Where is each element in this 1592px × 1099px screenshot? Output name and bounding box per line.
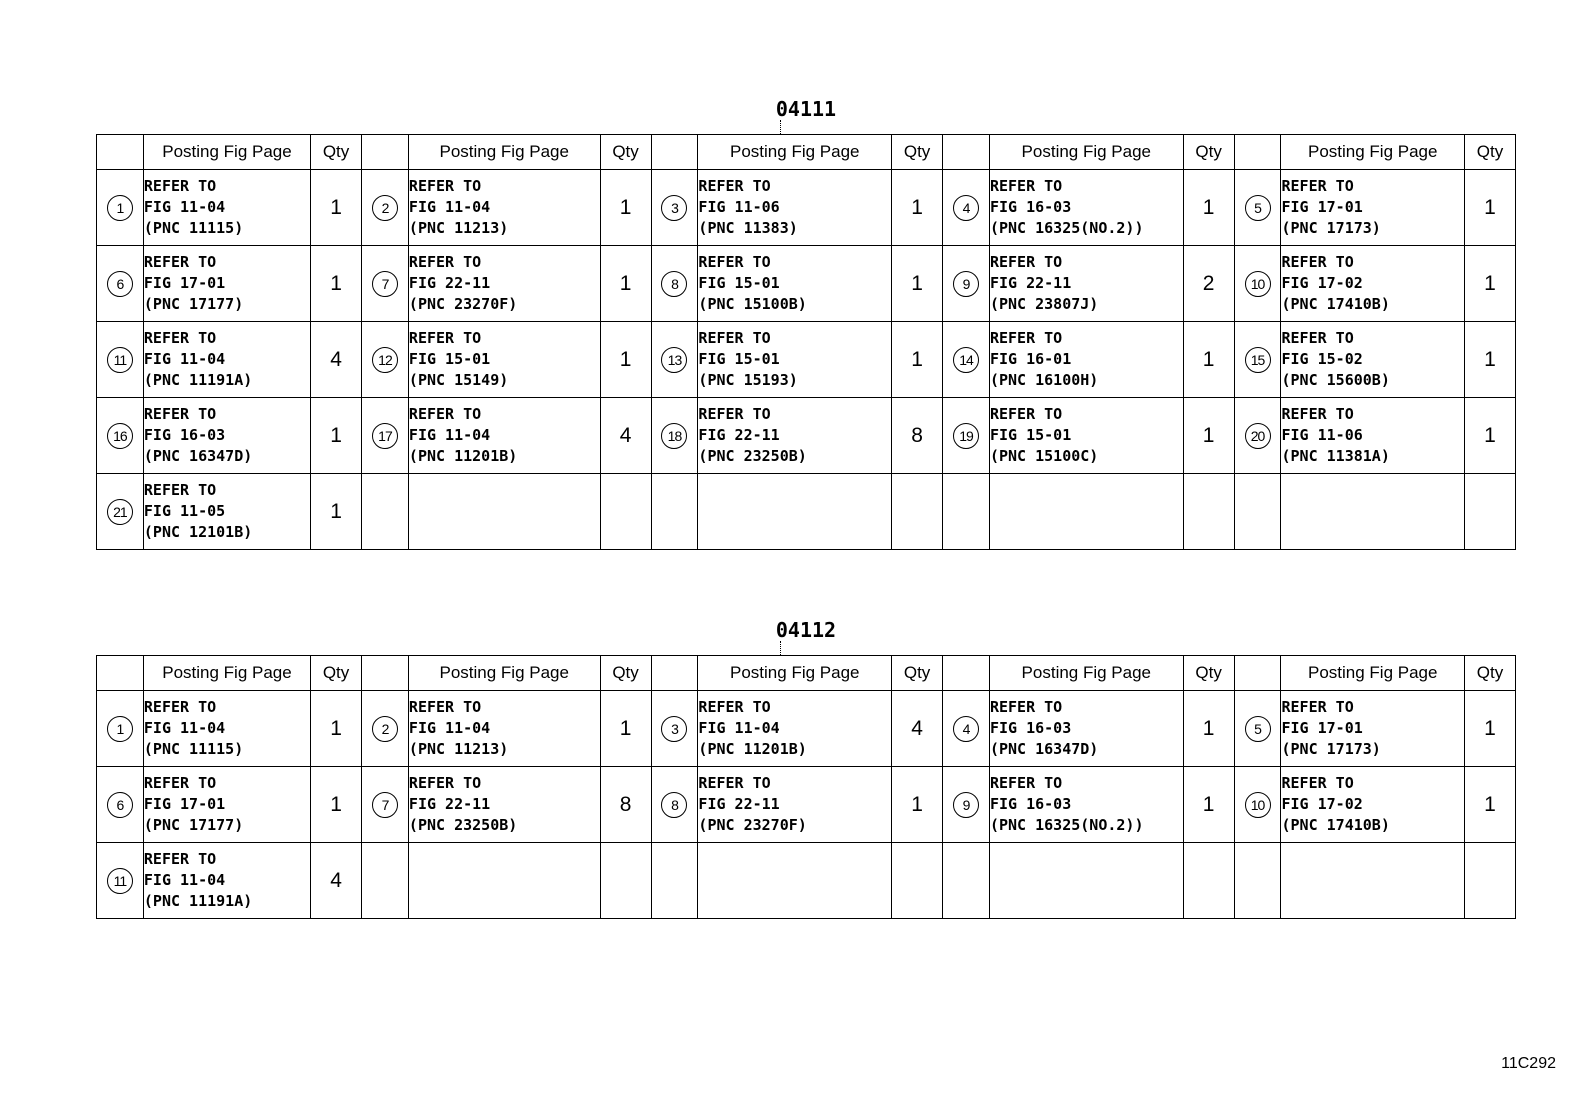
posting-fig-page-cell — [408, 691, 600, 767]
header-posting-fig-page: Posting Fig Page — [989, 135, 1183, 170]
item-number-badge: 10 — [1245, 271, 1271, 297]
empty-cell — [362, 843, 409, 919]
fig-reference: FIG 15-01 — [989, 426, 1072, 444]
refer-to-text: REFER TO — [143, 253, 217, 271]
empty-cell — [943, 843, 990, 919]
fig-reference: FIG 17-01 — [143, 274, 226, 292]
item-number-badge: 9 — [953, 271, 979, 297]
pnc-reference: (PNC 16347D) — [143, 447, 253, 465]
item-number-badge: 11 — [107, 868, 133, 894]
section-title: 04112 — [775, 618, 837, 642]
qty-cell: 1 — [311, 767, 362, 843]
pnc-reference: (PNC 15193) — [698, 371, 798, 389]
refer-to-text: REFER TO — [1281, 329, 1354, 347]
posting-fig-page-cell — [1281, 691, 1464, 767]
fig-reference: FIG 16-01 — [989, 350, 1072, 368]
fig-reference: FIG 11-04 — [408, 719, 491, 737]
qty-cell: 1 — [1464, 170, 1515, 246]
empty-cell — [1183, 843, 1234, 919]
table-row — [97, 843, 1516, 919]
table-row — [97, 322, 1516, 398]
item-number-badge: 5 — [1245, 716, 1271, 742]
pnc-reference: (PNC 15100B) — [698, 295, 807, 313]
item-number-badge: 1 — [107, 195, 133, 221]
fig-reference: FIG 15-01 — [408, 350, 491, 368]
item-number-badge: 6 — [107, 271, 133, 297]
posting-fig-page-cell — [698, 170, 892, 246]
empty-cell — [892, 474, 943, 550]
refer-to-text: REFER TO — [698, 329, 771, 347]
qty-cell: 1 — [311, 246, 362, 322]
item-number-cell — [943, 322, 990, 398]
refer-to-text: REFER TO — [1281, 253, 1354, 271]
empty-cell — [1281, 843, 1464, 919]
posting-fig-page-cell — [1281, 170, 1464, 246]
item-number-badge: 14 — [953, 347, 979, 373]
pnc-reference: (PNC 17173) — [1281, 740, 1381, 758]
refer-to-text: REFER TO — [1281, 698, 1354, 716]
item-number-cell — [651, 170, 698, 246]
fig-reference: FIG 16-03 — [989, 198, 1072, 216]
fig-reference: FIG 16-03 — [989, 795, 1072, 813]
fig-reference: FIG 17-02 — [1281, 795, 1363, 813]
item-number-cell — [362, 767, 409, 843]
qty-cell: 1 — [600, 246, 651, 322]
item-number-cell — [97, 398, 144, 474]
item-number-badge: 19 — [953, 423, 979, 449]
fig-reference: FIG 17-01 — [1281, 719, 1363, 737]
header-posting-fig-page: Posting Fig Page — [1281, 135, 1464, 170]
refer-to-text: REFER TO — [698, 774, 771, 792]
refer-to-text: REFER TO — [989, 329, 1063, 347]
item-number-cell — [1234, 170, 1281, 246]
header-blank — [1234, 656, 1281, 691]
refer-to-text: REFER TO — [1281, 405, 1354, 423]
refer-to-text: REFER TO — [143, 329, 217, 347]
refer-to-text: REFER TO — [408, 405, 482, 423]
refer-to-text: REFER TO — [143, 850, 217, 868]
item-number-badge: 17 — [372, 423, 398, 449]
qty-cell: 1 — [311, 474, 362, 550]
item-number-badge: 7 — [372, 271, 398, 297]
posting-fig-page-cell — [698, 322, 892, 398]
qty-cell: 1 — [311, 398, 362, 474]
header-qty: Qty — [1464, 135, 1515, 170]
refer-to-text: REFER TO — [989, 177, 1063, 195]
fig-reference: FIG 11-04 — [143, 198, 226, 216]
refer-to-text: REFER TO — [143, 774, 217, 792]
qty-cell: 1 — [1183, 322, 1234, 398]
fig-reference: FIG 15-01 — [698, 274, 780, 292]
header-row — [97, 135, 1516, 170]
empty-cell — [1183, 474, 1234, 550]
pnc-reference: (PNC 11201B) — [698, 740, 807, 758]
header-posting-fig-page: Posting Fig Page — [698, 135, 892, 170]
item-number-cell — [943, 691, 990, 767]
pnc-reference: (PNC 11213) — [408, 219, 509, 237]
item-number-badge: 2 — [372, 716, 398, 742]
qty-cell: 1 — [1183, 170, 1234, 246]
item-number-cell — [1234, 246, 1281, 322]
refer-to-text: REFER TO — [989, 698, 1063, 716]
item-number-badge: 7 — [372, 792, 398, 818]
empty-cell — [362, 474, 409, 550]
posting-fig-page-cell — [989, 246, 1183, 322]
fig-reference: FIG 15-01 — [698, 350, 780, 368]
header-qty: Qty — [1464, 656, 1515, 691]
header-blank — [362, 135, 409, 170]
header-blank — [943, 656, 990, 691]
qty-cell: 1 — [892, 322, 943, 398]
item-number-cell — [1234, 691, 1281, 767]
header-blank — [651, 135, 698, 170]
fig-reference: FIG 22-11 — [698, 795, 780, 813]
empty-cell — [1234, 474, 1281, 550]
header-blank — [97, 135, 144, 170]
pnc-reference: (PNC 17173) — [1281, 219, 1381, 237]
section-04112 — [96, 617, 1516, 927]
fig-reference: FIG 11-06 — [1281, 426, 1363, 444]
refer-to-text: REFER TO — [698, 405, 771, 423]
table-row — [97, 474, 1516, 550]
posting-fig-page-cell — [143, 474, 310, 550]
header-blank — [362, 656, 409, 691]
fig-reference: FIG 11-04 — [408, 426, 491, 444]
header-qty: Qty — [1183, 656, 1234, 691]
empty-cell — [651, 843, 698, 919]
posting-fig-page-cell — [989, 767, 1183, 843]
header-qty: Qty — [892, 135, 943, 170]
empty-cell — [989, 843, 1183, 919]
posting-fig-page-cell — [989, 170, 1183, 246]
fig-reference: FIG 16-03 — [989, 719, 1072, 737]
qty-cell: 1 — [600, 170, 651, 246]
qty-cell: 8 — [892, 398, 943, 474]
item-number-badge: 8 — [661, 271, 687, 297]
item-number-cell — [943, 170, 990, 246]
posting-fig-page-cell — [698, 398, 892, 474]
header-posting-fig-page: Posting Fig Page — [698, 656, 892, 691]
posting-fig-page-cell — [143, 843, 310, 919]
qty-cell: 4 — [892, 691, 943, 767]
empty-cell — [989, 474, 1183, 550]
qty-cell: 4 — [600, 398, 651, 474]
qty-cell: 1 — [600, 322, 651, 398]
refer-to-text: REFER TO — [408, 177, 482, 195]
qty-cell: 4 — [311, 322, 362, 398]
posting-fig-page-cell — [1281, 322, 1464, 398]
refer-to-text: REFER TO — [989, 253, 1063, 271]
item-number-badge: 11 — [107, 347, 133, 373]
posting-fig-page-cell — [698, 246, 892, 322]
header-blank — [97, 656, 144, 691]
pnc-reference: (PNC 11201B) — [408, 447, 518, 465]
refer-to-text: REFER TO — [1281, 177, 1354, 195]
pnc-reference: (PNC 23807J) — [989, 295, 1099, 313]
pnc-reference: (PNC 23270F) — [698, 816, 807, 834]
header-posting-fig-page: Posting Fig Page — [143, 656, 310, 691]
posting-fig-page-cell — [989, 398, 1183, 474]
header-qty: Qty — [600, 135, 651, 170]
qty-cell: 1 — [892, 246, 943, 322]
item-number-badge: 21 — [107, 499, 133, 525]
pnc-reference: (PNC 16325(NO.2)) — [989, 816, 1144, 834]
parts-table — [96, 655, 1516, 919]
posting-fig-page-cell — [698, 691, 892, 767]
pnc-reference: (PNC 23250B) — [698, 447, 807, 465]
header-row — [97, 656, 1516, 691]
title-leader-line — [780, 120, 781, 134]
posting-fig-page-cell — [408, 170, 600, 246]
pnc-reference: (PNC 23270F) — [408, 295, 518, 313]
item-number-cell — [362, 246, 409, 322]
item-number-cell — [651, 398, 698, 474]
item-number-badge: 18 — [661, 423, 687, 449]
refer-to-text: REFER TO — [143, 177, 217, 195]
table-row — [97, 691, 1516, 767]
refer-to-text: REFER TO — [408, 698, 482, 716]
parts-table — [96, 134, 1516, 550]
posting-fig-page-cell — [1281, 767, 1464, 843]
fig-reference: FIG 22-11 — [408, 795, 491, 813]
qty-cell: 1 — [1183, 767, 1234, 843]
header-posting-fig-page: Posting Fig Page — [143, 135, 310, 170]
refer-to-text: REFER TO — [143, 698, 217, 716]
qty-cell: 1 — [311, 691, 362, 767]
item-number-badge: 9 — [953, 792, 979, 818]
empty-cell — [1234, 843, 1281, 919]
pnc-reference: (PNC 15600B) — [1281, 371, 1390, 389]
pnc-reference: (PNC 16100H) — [989, 371, 1099, 389]
qty-cell: 1 — [892, 767, 943, 843]
refer-to-text: REFER TO — [143, 405, 217, 423]
fig-reference: FIG 11-04 — [698, 719, 780, 737]
qty-cell: 1 — [1464, 398, 1515, 474]
refer-to-text: REFER TO — [143, 481, 217, 499]
fig-reference: FIG 17-01 — [143, 795, 226, 813]
empty-cell — [600, 843, 651, 919]
item-number-badge: 15 — [1245, 347, 1271, 373]
illustration-code: 11C292 — [1501, 1055, 1556, 1072]
empty-cell — [943, 474, 990, 550]
item-number-cell — [97, 691, 144, 767]
refer-to-text: REFER TO — [989, 774, 1063, 792]
fig-reference: FIG 17-02 — [1281, 274, 1363, 292]
pnc-reference: (PNC 11191A) — [143, 371, 253, 389]
item-number-cell — [651, 246, 698, 322]
posting-fig-page-cell — [143, 691, 310, 767]
posting-fig-page-cell — [989, 322, 1183, 398]
fig-reference: FIG 16-03 — [143, 426, 226, 444]
header-blank — [943, 135, 990, 170]
qty-cell: 1 — [1464, 767, 1515, 843]
fig-reference: FIG 22-11 — [408, 274, 491, 292]
item-number-badge: 16 — [107, 423, 133, 449]
pnc-reference: (PNC 17410B) — [1281, 295, 1390, 313]
pnc-reference: (PNC 15149) — [408, 371, 509, 389]
header-qty: Qty — [1183, 135, 1234, 170]
posting-fig-page-cell — [143, 246, 310, 322]
section-04111 — [96, 96, 1516, 558]
refer-to-text: REFER TO — [698, 698, 771, 716]
qty-cell: 1 — [1464, 691, 1515, 767]
refer-to-text: REFER TO — [408, 329, 482, 347]
item-number-cell — [97, 767, 144, 843]
posting-fig-page-cell — [143, 767, 310, 843]
item-number-cell — [651, 691, 698, 767]
empty-cell — [698, 843, 892, 919]
posting-fig-page-cell — [408, 322, 600, 398]
header-blank — [1234, 135, 1281, 170]
item-number-cell — [943, 767, 990, 843]
item-number-cell — [1234, 398, 1281, 474]
posting-fig-page-cell — [143, 170, 310, 246]
header-qty: Qty — [892, 656, 943, 691]
qty-cell: 1 — [1464, 246, 1515, 322]
item-number-badge: 4 — [953, 195, 979, 221]
posting-fig-page-cell — [408, 398, 600, 474]
qty-cell: 1 — [1183, 398, 1234, 474]
fig-reference: FIG 11-04 — [143, 350, 226, 368]
pnc-reference: (PNC 16325(NO.2)) — [989, 219, 1144, 237]
qty-cell: 1 — [600, 691, 651, 767]
empty-cell — [408, 843, 600, 919]
table-row — [97, 246, 1516, 322]
item-number-badge: 3 — [661, 195, 687, 221]
item-number-badge: 13 — [661, 347, 687, 373]
fig-reference: FIG 11-04 — [143, 719, 226, 737]
qty-cell: 2 — [1183, 246, 1234, 322]
title-leader-line — [780, 641, 781, 655]
table-row — [97, 170, 1516, 246]
header-posting-fig-page: Posting Fig Page — [1281, 656, 1464, 691]
empty-cell — [1464, 474, 1515, 550]
header-qty: Qty — [311, 656, 362, 691]
item-number-badge: 8 — [661, 792, 687, 818]
pnc-reference: (PNC 17410B) — [1281, 816, 1390, 834]
posting-fig-page-cell — [1281, 398, 1464, 474]
pnc-reference: (PNC 11381A) — [1281, 447, 1390, 465]
item-number-badge: 4 — [953, 716, 979, 742]
item-number-cell — [97, 246, 144, 322]
fig-reference: FIG 22-11 — [698, 426, 780, 444]
fig-reference: FIG 11-06 — [698, 198, 780, 216]
posting-fig-page-cell — [143, 322, 310, 398]
item-number-cell — [362, 691, 409, 767]
item-number-badge: 2 — [372, 195, 398, 221]
header-qty: Qty — [311, 135, 362, 170]
header-posting-fig-page: Posting Fig Page — [408, 135, 600, 170]
pnc-reference: (PNC 17177) — [143, 816, 244, 834]
item-number-badge: 10 — [1245, 792, 1271, 818]
item-number-cell — [97, 170, 144, 246]
refer-to-text: REFER TO — [698, 253, 771, 271]
pnc-reference: (PNC 11115) — [143, 740, 244, 758]
item-number-cell — [97, 322, 144, 398]
posting-fig-page-cell — [408, 246, 600, 322]
posting-fig-page-cell — [698, 767, 892, 843]
item-number-cell — [943, 246, 990, 322]
posting-fig-page-cell — [1281, 246, 1464, 322]
item-number-cell — [651, 767, 698, 843]
item-number-cell — [1234, 767, 1281, 843]
item-number-badge: 12 — [372, 347, 398, 373]
table-row — [97, 398, 1516, 474]
fig-reference: FIG 17-01 — [1281, 198, 1363, 216]
pnc-reference: (PNC 23250B) — [408, 816, 518, 834]
fig-reference: FIG 15-02 — [1281, 350, 1363, 368]
item-number-cell — [362, 322, 409, 398]
item-number-badge: 5 — [1245, 195, 1271, 221]
pnc-reference: (PNC 11213) — [408, 740, 509, 758]
qty-cell: 4 — [311, 843, 362, 919]
empty-cell — [892, 843, 943, 919]
posting-fig-page-cell — [143, 398, 310, 474]
header-blank — [651, 656, 698, 691]
refer-to-text: REFER TO — [408, 253, 482, 271]
header-posting-fig-page: Posting Fig Page — [408, 656, 600, 691]
empty-cell — [408, 474, 600, 550]
item-number-cell — [97, 474, 144, 550]
item-number-cell — [651, 322, 698, 398]
refer-to-text: REFER TO — [989, 405, 1063, 423]
item-number-cell — [362, 170, 409, 246]
header-posting-fig-page: Posting Fig Page — [989, 656, 1183, 691]
posting-fig-page-cell — [408, 767, 600, 843]
qty-cell: 1 — [1183, 691, 1234, 767]
posting-fig-page-cell — [989, 691, 1183, 767]
item-number-cell — [97, 843, 144, 919]
empty-cell — [1281, 474, 1464, 550]
fig-reference: FIG 11-04 — [408, 198, 491, 216]
header-qty: Qty — [600, 656, 651, 691]
pnc-reference: (PNC 17177) — [143, 295, 244, 313]
fig-reference: FIG 11-04 — [143, 871, 226, 889]
pnc-reference: (PNC 15100C) — [989, 447, 1099, 465]
empty-cell — [600, 474, 651, 550]
fig-reference: FIG 22-11 — [989, 274, 1072, 292]
empty-cell — [1464, 843, 1515, 919]
refer-to-text: REFER TO — [408, 774, 482, 792]
refer-to-text: REFER TO — [698, 177, 771, 195]
item-number-badge: 6 — [107, 792, 133, 818]
item-number-badge: 3 — [661, 716, 687, 742]
pnc-reference: (PNC 16347D) — [989, 740, 1099, 758]
pnc-reference: (PNC 11383) — [698, 219, 798, 237]
empty-cell — [651, 474, 698, 550]
qty-cell: 1 — [311, 170, 362, 246]
item-number-badge: 1 — [107, 716, 133, 742]
pnc-reference: (PNC 11191A) — [143, 892, 253, 910]
section-title: 04111 — [775, 97, 837, 121]
empty-cell — [698, 474, 892, 550]
item-number-badge: 20 — [1245, 423, 1271, 449]
item-number-cell — [362, 398, 409, 474]
item-number-cell — [943, 398, 990, 474]
qty-cell: 1 — [892, 170, 943, 246]
item-number-cell — [1234, 322, 1281, 398]
pnc-reference: (PNC 12101B) — [143, 523, 253, 541]
qty-cell: 1 — [1464, 322, 1515, 398]
table-row — [97, 767, 1516, 843]
fig-reference: FIG 11-05 — [143, 502, 226, 520]
qty-cell: 8 — [600, 767, 651, 843]
pnc-reference: (PNC 11115) — [143, 219, 244, 237]
refer-to-text: REFER TO — [1281, 774, 1354, 792]
